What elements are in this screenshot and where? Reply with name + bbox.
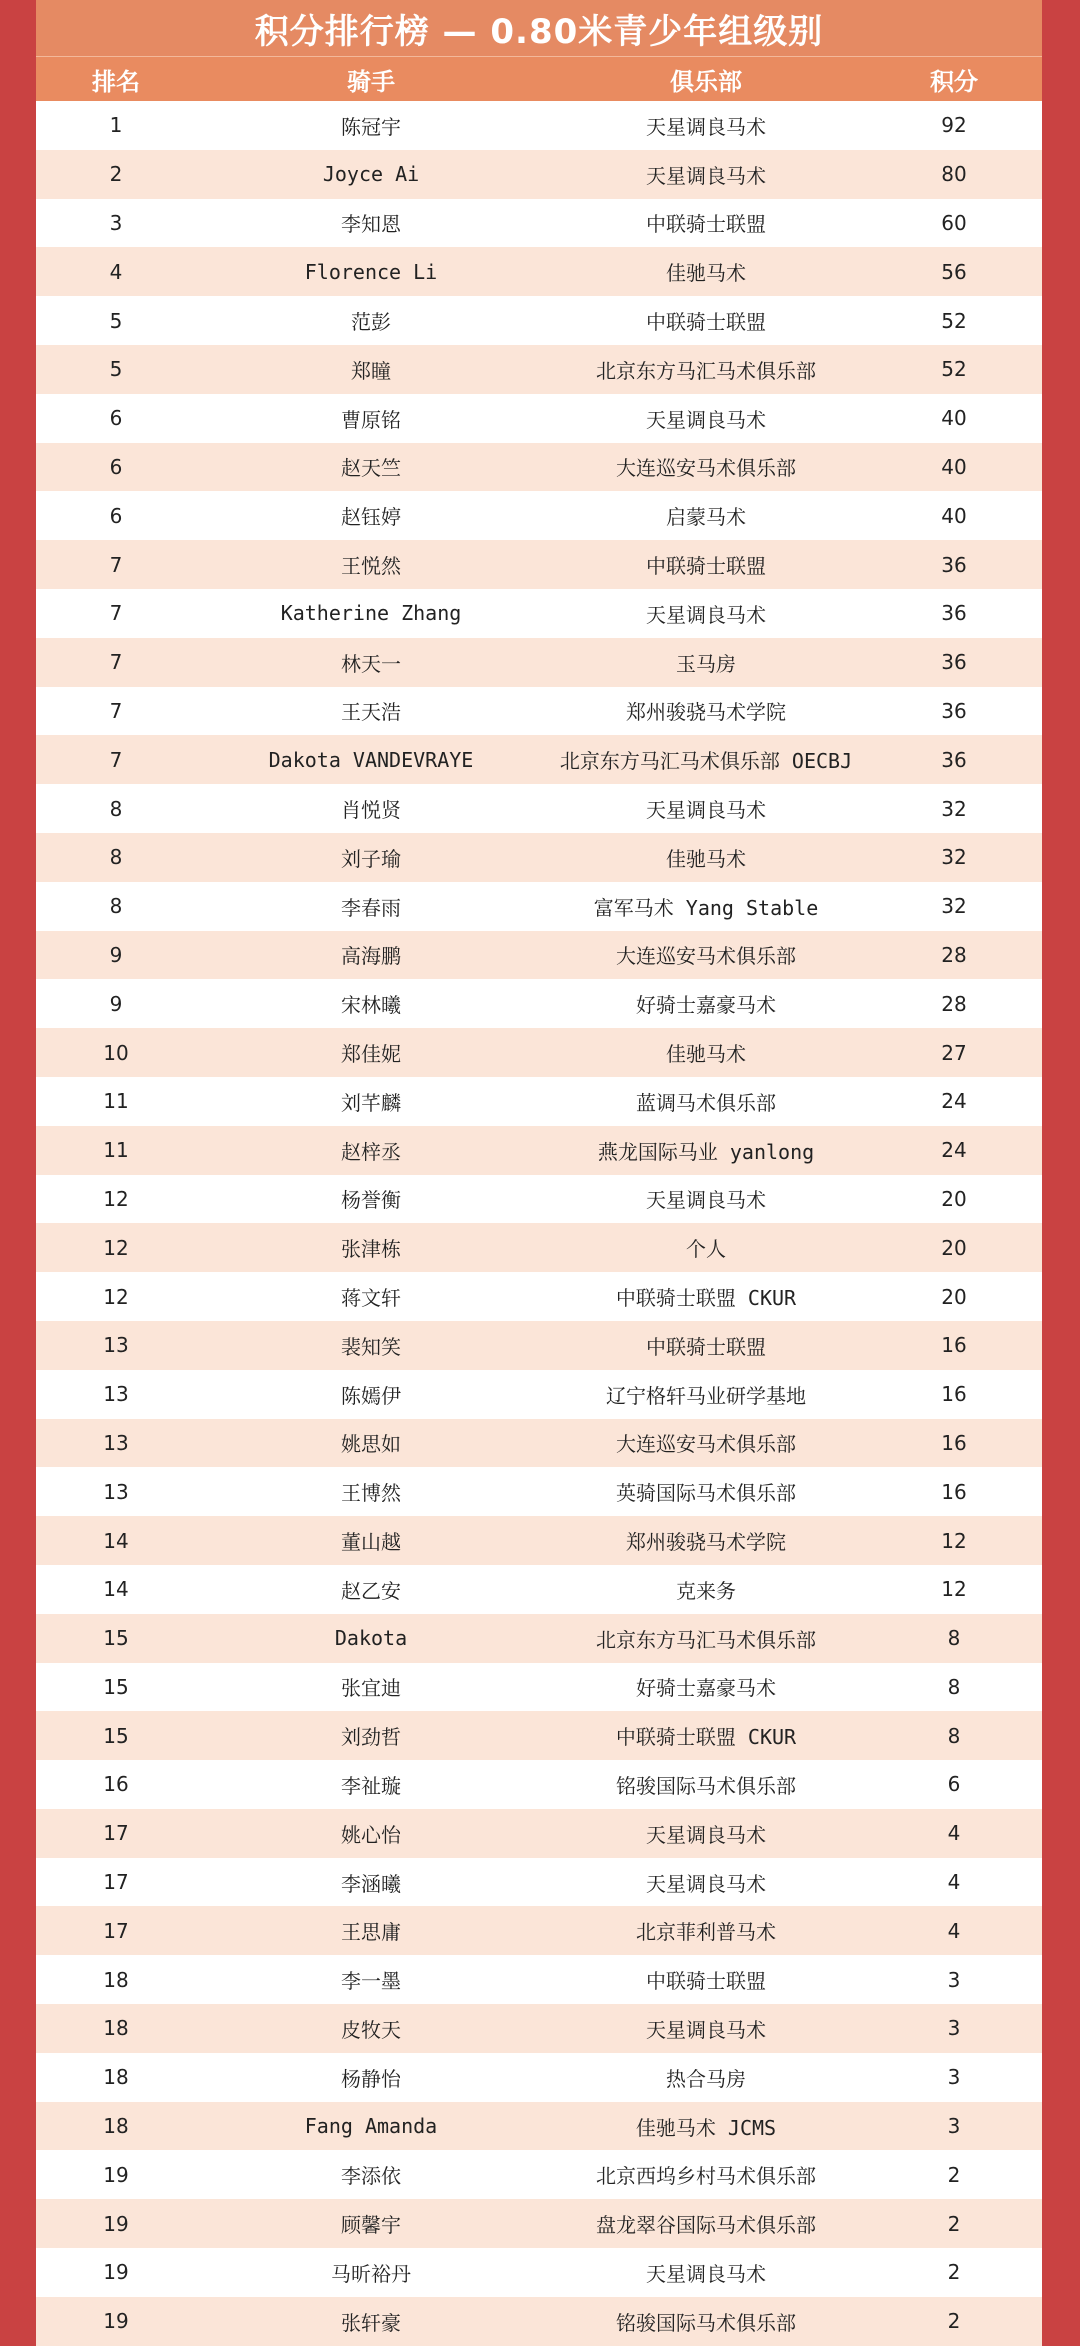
club-cell: 佳驰马术 [666, 261, 746, 286]
rider-cell: 蒋文轩 [341, 1286, 401, 1311]
table-row [36, 638, 1042, 687]
rank-cell: 19 [103, 2309, 129, 2334]
rank-cell: 13 [103, 1430, 129, 1455]
points-cell: 3 [947, 2016, 961, 2041]
points-cell: 27 [941, 1040, 967, 1065]
table-row [36, 345, 1042, 394]
rider-cell: 高海鹏 [341, 944, 401, 969]
rider-cell: Fang Amanda [304, 2114, 438, 2139]
club-cell: 蓝调马术俱乐部 [636, 1090, 776, 1115]
club-cell: 中联骑士联盟 [646, 310, 766, 335]
points-cell: 12 [941, 1577, 967, 1602]
rank-cell: 14 [103, 1528, 129, 1553]
table-row [36, 1565, 1042, 1614]
rank-cell: 7 [109, 552, 123, 577]
rank-cell: 18 [103, 2065, 129, 2090]
rider-cell: 董山越 [341, 1530, 401, 1554]
points-cell: 12 [941, 1528, 967, 1553]
table-row [36, 979, 1042, 1028]
points-cell: 24 [941, 1089, 967, 1114]
points-cell: 92 [941, 113, 967, 138]
table-row [36, 247, 1042, 296]
rank-cell: 4 [109, 259, 123, 284]
rank-cell: 5 [109, 357, 123, 382]
table-header [36, 56, 1042, 101]
club-cell: 天星调良马术 [646, 1871, 766, 1896]
points-cell: 20 [941, 1284, 967, 1309]
rider-cell: 王悦然 [341, 554, 401, 579]
table-row [36, 1370, 1042, 1419]
points-cell: 28 [941, 991, 967, 1016]
table-row [36, 150, 1042, 199]
club-cell: 中联骑士联盟 [646, 212, 766, 237]
rank-cell: 15 [103, 1723, 129, 1748]
rank-cell: 9 [109, 942, 123, 967]
club-cell: 个人 [686, 1237, 726, 1262]
table-row [36, 1760, 1042, 1809]
points-cell: 2 [947, 2211, 961, 2236]
club-cell: 富军马术 Yang Stable [593, 895, 819, 920]
club-cell: 大连巡安马术俱乐部 [616, 1432, 796, 1457]
rider-cell: 李添依 [341, 2164, 401, 2189]
club-cell: 北京东方马汇马术俱乐部 [596, 1627, 816, 1652]
rider-cell: 郑佳妮 [341, 1042, 401, 1067]
points-cell: 16 [941, 1333, 967, 1358]
table-row [36, 1663, 1042, 1712]
table-row [36, 296, 1042, 345]
table-row [36, 1126, 1042, 1175]
points-cell: 36 [941, 650, 967, 675]
rider-cell: Dakota [334, 1626, 408, 1651]
points-cell: 36 [941, 747, 967, 772]
table-row [36, 2150, 1042, 2199]
rider-cell: 李一墨 [341, 1969, 401, 1994]
points-cell: 16 [941, 1382, 967, 1407]
club-cell: 英骑国际马术俱乐部 [616, 1481, 796, 1506]
club-cell: 大连巡安马术俱乐部 [616, 456, 796, 481]
club-cell: 天星调良马术 [646, 114, 766, 139]
rider-cell: 林天一 [341, 651, 401, 676]
rider-cell: 马昕裕丹 [331, 2261, 411, 2286]
header-rank: 排名 [92, 67, 140, 96]
rider-cell: 王思庸 [341, 1920, 401, 1945]
rider-cell: Katherine Zhang [280, 601, 462, 626]
table-row [36, 1516, 1042, 1565]
table-row [36, 199, 1042, 248]
club-cell: 启蒙马术 [666, 505, 746, 530]
rank-cell: 16 [103, 1772, 129, 1797]
points-cell: 20 [941, 1186, 967, 1211]
points-cell: 8 [947, 1674, 961, 1699]
rider-cell: Joyce Ai [322, 162, 420, 187]
club-cell: 佳驰马术 [666, 846, 746, 871]
rank-cell: 7 [109, 747, 123, 772]
points-cell: 2 [947, 2309, 961, 2334]
rank-cell: 17 [103, 1821, 129, 1846]
rank-cell: 12 [103, 1186, 129, 1211]
club-cell: 盘龙翠谷国际马术俱乐部 [596, 2213, 816, 2238]
points-cell: 32 [941, 894, 967, 919]
rank-cell: 11 [103, 1089, 129, 1114]
rank-cell: 18 [103, 1967, 129, 1992]
points-cell: 40 [941, 406, 967, 431]
points-cell: 16 [941, 1479, 967, 1504]
table-row [36, 1077, 1042, 1126]
rank-cell: 13 [103, 1382, 129, 1407]
rank-cell: 7 [109, 601, 123, 626]
rank-cell: 13 [103, 1333, 129, 1358]
rider-cell: 张宜迪 [341, 1676, 401, 1701]
rider-cell: 张轩豪 [341, 2310, 401, 2335]
table-row [36, 2102, 1042, 2151]
rank-cell: 6 [109, 406, 123, 431]
club-cell: 佳驰马术 JCMS [635, 2115, 777, 2140]
club-cell: 北京东方马汇马术俱乐部 OECBJ [559, 749, 853, 774]
rank-cell: 9 [109, 991, 123, 1016]
rank-cell: 1 [109, 113, 123, 138]
rank-cell: 11 [103, 1138, 129, 1163]
rank-cell: 8 [109, 894, 123, 919]
points-cell: 36 [941, 552, 967, 577]
rank-cell: 17 [103, 1918, 129, 1943]
table-row [36, 1955, 1042, 2004]
points-cell: 52 [941, 357, 967, 382]
rider-cell: 李春雨 [341, 895, 401, 920]
table-row [36, 1906, 1042, 1955]
rider-cell: 李祉璇 [341, 1773, 401, 1798]
table-row [36, 1614, 1042, 1663]
header-points: 积分 [930, 67, 978, 96]
club-cell: 北京东方马汇马术俱乐部 [596, 358, 816, 383]
rider-cell: 姚心怡 [341, 1822, 401, 1847]
rank-cell: 14 [103, 1577, 129, 1602]
rank-cell: 19 [103, 2162, 129, 2187]
rider-cell: 皮牧天 [341, 2017, 401, 2042]
table-row [36, 1419, 1042, 1468]
club-cell: 北京菲利普马术 [636, 1920, 776, 1945]
rank-cell: 18 [103, 2016, 129, 2041]
points-cell: 3 [947, 1967, 961, 1992]
rider-cell: Florence Li [304, 259, 438, 284]
rank-cell: 12 [103, 1284, 129, 1309]
table-row [36, 931, 1042, 980]
table-row [36, 2248, 1042, 2297]
club-cell: 天星调良马术 [646, 798, 766, 823]
rider-cell: 肖悦贤 [341, 798, 401, 823]
table-row [36, 882, 1042, 931]
rank-cell: 2 [109, 162, 123, 187]
rider-cell: Dakota VANDEVRAYE [268, 747, 474, 772]
table-row [36, 101, 1042, 150]
club-cell: 铭骏国际马术俱乐部 [616, 2310, 796, 2335]
rank-cell: 6 [109, 454, 123, 479]
points-cell: 8 [947, 1723, 961, 1748]
table-row [36, 687, 1042, 736]
club-cell: 克来务 [676, 1578, 736, 1603]
points-cell: 2 [947, 2162, 961, 2187]
header-rider: 骑手 [347, 67, 395, 96]
rank-cell: 19 [103, 2211, 129, 2236]
table-row [36, 589, 1042, 638]
points-cell: 56 [941, 259, 967, 284]
points-cell: 80 [941, 162, 967, 187]
points-cell: 4 [947, 1918, 961, 1943]
rank-cell: 17 [103, 1870, 129, 1895]
club-cell: 天星调良马术 [646, 1822, 766, 1847]
points-cell: 3 [947, 2114, 961, 2139]
rank-cell: 13 [103, 1479, 129, 1504]
club-cell: 郑州骏骁马术学院 [626, 1530, 786, 1554]
rider-cell: 裴知笑 [341, 1334, 401, 1359]
points-cell: 36 [941, 698, 967, 723]
points-cell: 32 [941, 845, 967, 870]
rider-cell: 刘劲哲 [341, 1725, 401, 1750]
table-row [36, 1809, 1042, 1858]
rank-cell: 19 [103, 2260, 129, 2285]
club-cell: 天星调良马术 [646, 1188, 766, 1213]
ranking-board [36, 0, 1042, 2341]
rider-cell: 赵天竺 [341, 456, 401, 481]
rider-cell: 刘芊麟 [341, 1090, 401, 1115]
table-row [36, 1272, 1042, 1321]
points-cell: 4 [947, 1821, 961, 1846]
rider-cell: 李涵曦 [341, 1871, 401, 1896]
rider-cell: 陈冠宇 [341, 114, 401, 139]
rank-cell: 15 [103, 1626, 129, 1651]
rider-cell: 王天浩 [341, 700, 401, 725]
table-row [36, 1711, 1042, 1760]
page-title: 积分排行榜 — 0.80米青少年组级别 [36, 0, 1042, 56]
club-cell: 大连巡安马术俱乐部 [616, 944, 796, 969]
table-row [36, 1175, 1042, 1224]
table-row [36, 1321, 1042, 1370]
points-cell: 40 [941, 454, 967, 479]
points-cell: 52 [941, 308, 967, 333]
points-cell: 4 [947, 1870, 961, 1895]
rider-cell: 杨静怡 [341, 2066, 401, 2091]
rider-cell: 范彭 [351, 310, 391, 335]
points-cell: 36 [941, 601, 967, 626]
table-body [36, 101, 1042, 2346]
table-row [36, 540, 1042, 589]
club-cell: 燕龙国际马业 yanlong [597, 1139, 815, 1164]
rider-cell: 姚思如 [341, 1432, 401, 1457]
club-cell: 佳驰马术 [666, 1042, 746, 1067]
rank-cell: 6 [109, 503, 123, 528]
club-cell: 中联骑士联盟 [646, 554, 766, 579]
rank-cell: 7 [109, 650, 123, 675]
rider-cell: 赵乙安 [341, 1578, 401, 1603]
club-cell: 天星调良马术 [646, 2017, 766, 2042]
rider-cell: 陈嫣伊 [341, 1383, 401, 1408]
header-club: 俱乐部 [670, 67, 742, 96]
points-cell: 16 [941, 1430, 967, 1455]
rank-cell: 10 [103, 1040, 129, 1065]
table-row [36, 833, 1042, 882]
points-cell: 3 [947, 2065, 961, 2090]
club-cell: 郑州骏骁马术学院 [626, 700, 786, 725]
rank-cell: 8 [109, 796, 123, 821]
rank-cell: 18 [103, 2114, 129, 2139]
club-cell: 天星调良马术 [646, 2261, 766, 2286]
table-row [36, 443, 1042, 492]
table-row [36, 1223, 1042, 1272]
club-cell: 天星调良马术 [646, 602, 766, 627]
table-row [36, 2297, 1042, 2346]
club-cell: 中联骑士联盟 CKUR [615, 1725, 797, 1750]
rank-cell: 15 [103, 1674, 129, 1699]
club-cell: 中联骑士联盟 [646, 1969, 766, 1994]
table-row [36, 2199, 1042, 2248]
rider-cell: 顾馨宇 [341, 2213, 401, 2238]
table-row [36, 735, 1042, 784]
rider-cell: 曹原铭 [341, 407, 401, 432]
club-cell: 好骑士嘉豪马术 [636, 993, 776, 1018]
rank-cell: 8 [109, 845, 123, 870]
rider-cell: 赵梓丞 [341, 1139, 401, 1164]
rider-cell: 宋林曦 [341, 993, 401, 1018]
points-cell: 2 [947, 2260, 961, 2285]
club-cell: 铭骏国际马术俱乐部 [616, 1773, 796, 1798]
points-cell: 40 [941, 503, 967, 528]
rider-cell: 王博然 [341, 1481, 401, 1506]
table-row [36, 1467, 1042, 1516]
points-cell: 28 [941, 942, 967, 967]
points-cell: 24 [941, 1138, 967, 1163]
points-cell: 8 [947, 1626, 961, 1651]
table-row [36, 1858, 1042, 1907]
table-row [36, 784, 1042, 833]
table-row [36, 1028, 1042, 1077]
rider-cell: 杨誉衡 [341, 1188, 401, 1213]
rank-cell: 12 [103, 1235, 129, 1260]
table-row [36, 2053, 1042, 2102]
table-row [36, 2004, 1042, 2053]
club-cell: 北京西坞乡村马术俱乐部 [596, 2164, 816, 2189]
points-cell: 32 [941, 796, 967, 821]
club-cell: 天星调良马术 [646, 163, 766, 188]
points-cell: 20 [941, 1235, 967, 1260]
club-cell: 中联骑士联盟 CKUR [615, 1286, 797, 1311]
club-cell: 中联骑士联盟 [646, 1334, 766, 1359]
club-cell: 天星调良马术 [646, 407, 766, 432]
table-row [36, 491, 1042, 540]
rank-cell: 5 [109, 308, 123, 333]
rider-cell: 赵钰婷 [341, 505, 401, 530]
table-row [36, 394, 1042, 443]
club-cell: 辽宁格轩马业研学基地 [606, 1383, 806, 1408]
points-cell: 60 [941, 210, 967, 235]
rank-cell: 7 [109, 698, 123, 723]
club-cell: 玉马房 [676, 651, 736, 676]
rider-cell: 郑瞳 [351, 358, 391, 383]
rank-cell: 3 [109, 210, 123, 235]
club-cell: 好骑士嘉豪马术 [636, 1676, 776, 1701]
rider-cell: 张津栋 [341, 1237, 401, 1262]
rider-cell: 李知恩 [341, 212, 401, 237]
points-cell: 6 [947, 1772, 961, 1797]
rider-cell: 刘子瑜 [341, 846, 401, 871]
club-cell: 热合马房 [666, 2066, 746, 2091]
